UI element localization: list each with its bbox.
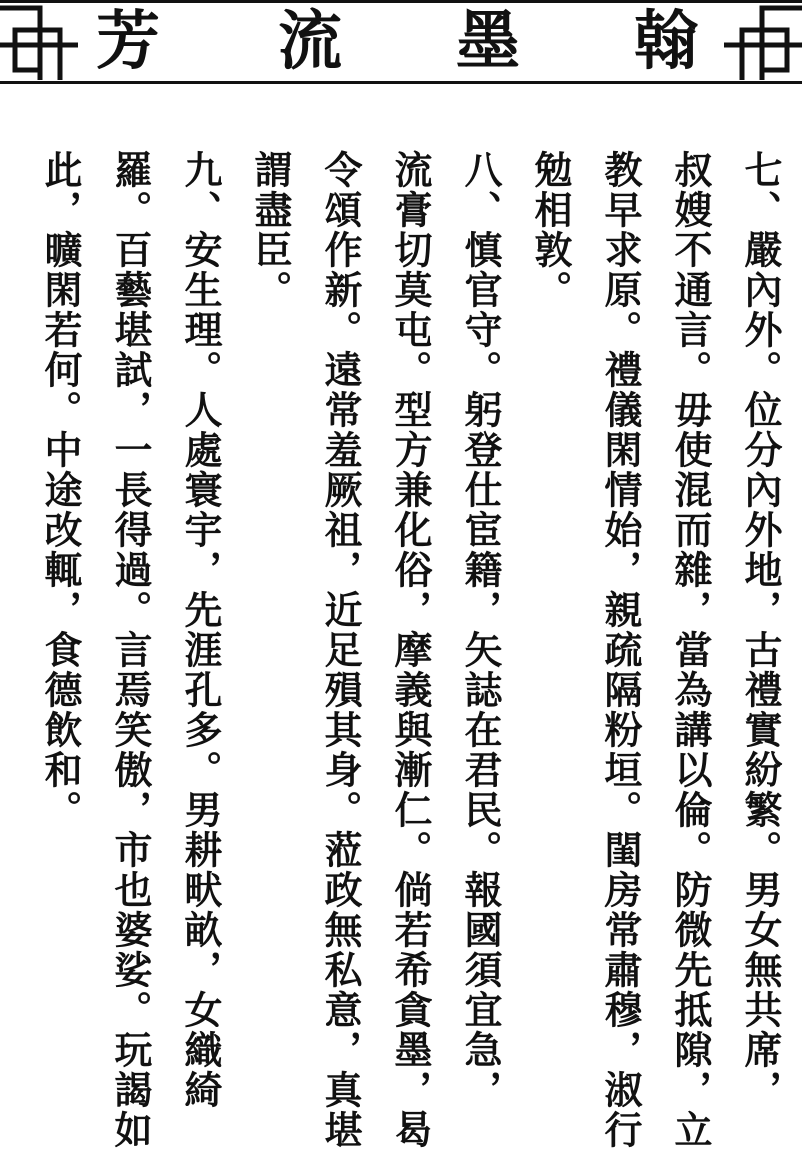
header-banner (0, 0, 802, 84)
title-char-3: 墨 (456, 4, 520, 79)
text-column-9: 九、安生理。人處寰宇，先涯孔多。男耕畎畝，女織綺 (178, 150, 223, 1110)
text-column-8: 謂盡臣。 (248, 150, 293, 310)
fret-ornament-right-icon (724, 0, 802, 80)
text-column-5: 八、慎官守。躬登仕宦籍，矢誌在君民。報國須宜急， (458, 150, 503, 1110)
text-column-10: 羅。百藝堪試，一長得過。言焉笑傲，市也婆娑。玩謁如 (108, 150, 153, 1150)
text-column-1: 七、嚴內外。位分內外地，古禮實紛繁。男女無共席， (738, 150, 783, 1110)
text-column-2: 叔嫂不通言。毋使混而雜，當為講以倫。防微先抵隙，立 (668, 150, 713, 1150)
text-column-6: 流膏切莫屯。型方兼化俗，摩義與漸仁。倘若希貪墨，曷 (388, 150, 433, 1150)
title-char-1: 芳 (96, 4, 160, 79)
text-column-3: 教早求原。禮儀閑情始，親疏隔粉垣。閨房常肅穆，淑行 (598, 150, 643, 1150)
top-rule (0, 0, 802, 3)
fret-ornament-left-icon (0, 0, 78, 80)
text-column-4: 勉相敦。 (528, 150, 573, 310)
title-char-2: 流 (278, 4, 342, 79)
title-char-4: 翰 (634, 4, 698, 79)
text-column-7: 令頌作新。遠常羞厥祖，近足殞其身。蒞政無私意，真堪 (318, 150, 363, 1150)
text-column-11: 此，曠閑若何。中途改輒，食德飲和。 (38, 150, 83, 830)
